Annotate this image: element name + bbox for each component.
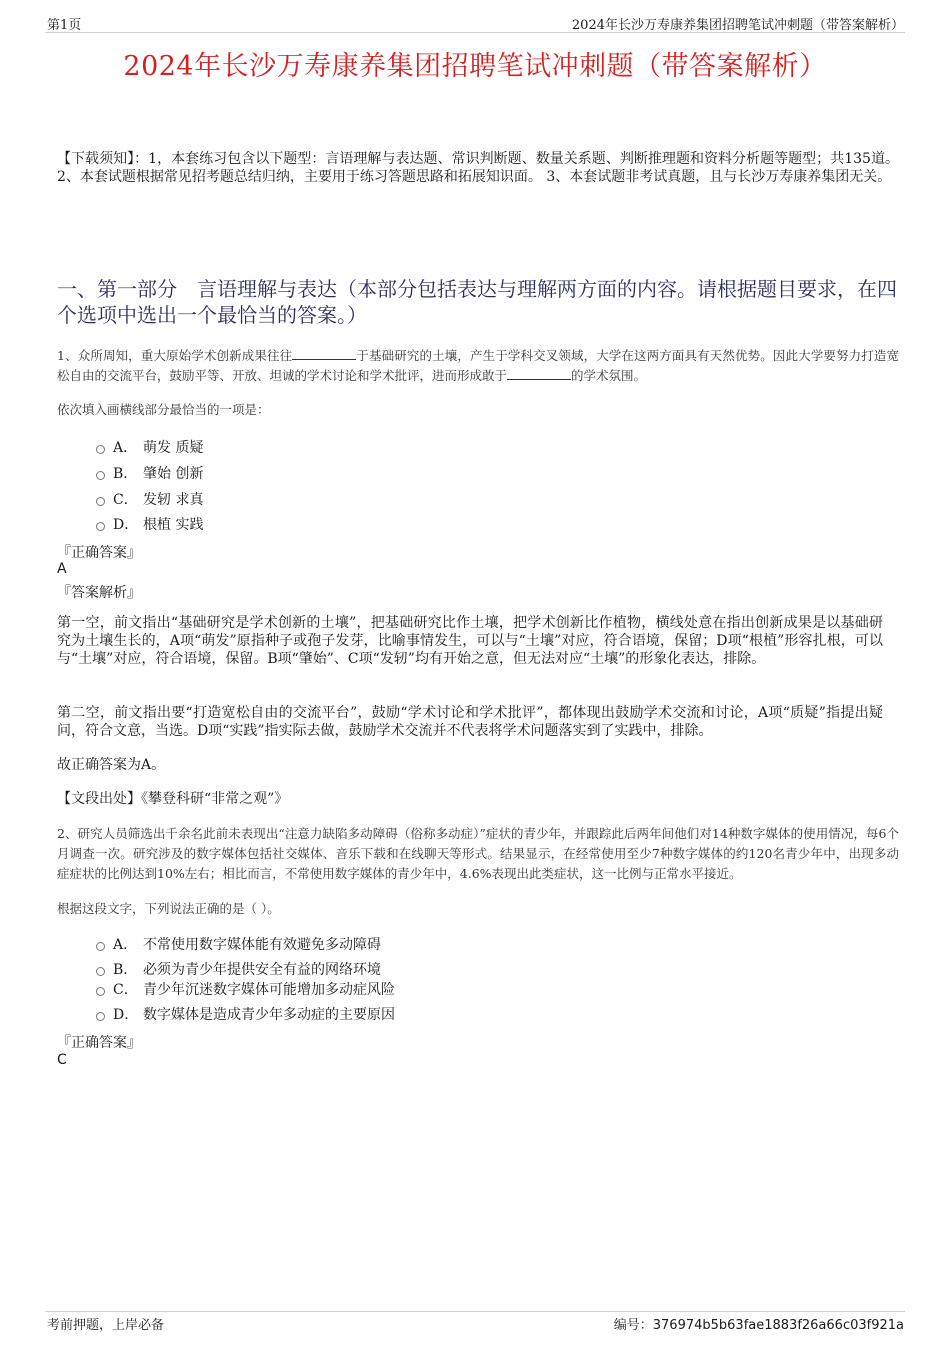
question-2-option-d[interactable] [96, 1004, 395, 1024]
question-1-option-b[interactable] [96, 463, 203, 483]
option-text: 萌发 质疑 [143, 440, 204, 456]
correct-answer: A [57, 561, 67, 577]
analysis-paragraph-1: 第一空，前文指出“基础研究是学术创新的土壤”，把基础研究比作土壤，把学术创新比作植物，横线处意在指出创新成果是以基础研究为土壤生长的，A项“萌发”原指种子或孢子发芽，比喻事情发生，可以与“土壤”对应，符合语境，保留；D项“根植”形容扎根，可以与“土壤”对应，符合语境，保留。B项“肇始”、C项“发轫”均有开始之意，但无法对应“土壤”的形象化表达，排除。 [57, 615, 883, 667]
radio-icon[interactable] [96, 445, 105, 454]
question-1-option-a[interactable] [96, 437, 203, 457]
question-2-option-a[interactable] [96, 934, 381, 954]
fill-blank-2 [507, 367, 571, 380]
footer-divider [45, 1311, 905, 1312]
correct-answer-label: 『正确答案』 [57, 545, 141, 561]
option-letter: B． [113, 962, 138, 978]
download-notice: 【下载须知】：1，本套练习包含以下题型：言语理解与表达题、常识判断题、数量关系题、判断推理题和资料分析题等题型；共135道。 2、本套试题根据常见招考题总结归纳，主要用于练习答题思路和拓展知识面。 3、本套试题非考试真题，且与长沙万寿康养集团无关。 [57, 151, 899, 185]
question-2-stem: 2、研究人员筛选出千余名此前未表现出“注意力缺陷多动障碍（俗称多动症）”症状的青少年，并跟踪此后两年间他们对14种数字媒体的使用情况，每6个月调查一次。研究涉及的数字媒体包括社交媒体、音乐下载和在线聊天等形式。结果显示，在经常使用至少7种数字媒体的约120名青少年中，出现多动症症状的比例达到10%左右；相比而言，不常使用数字媒体的青少年中，4.6%表现出此类症状，这一比例与正常水平接近。 [57, 826, 899, 881]
question-2-option-b[interactable] [96, 959, 381, 979]
document-id: 编号：376974b5b63fae1883f26a66c03f921a [613, 1318, 904, 1333]
option-letter: C． [113, 492, 138, 508]
option-text: 必须为青少年提供安全有益的网络环境 [143, 962, 381, 978]
footer-slogan: 考前押题，上岸必备 [47, 1318, 165, 1333]
fill-blank-1 [292, 347, 356, 360]
option-letter: C． [113, 982, 138, 998]
question-2-option-c[interactable] [96, 979, 395, 999]
analysis-conclusion: 故正确答案为A。 [57, 757, 166, 773]
question-1-stem-part2: 于基础研究的土壤，产生于学科交叉领域，大学在这两方面具有天然优势。因此大学要努力打造宽松自由的交流平台，鼓励平等、开放、坦诚的学术讨论和学术批评，进而形成敢于 [57, 348, 899, 383]
question-1-option-d[interactable] [96, 514, 203, 534]
analysis-label: 『答案解析』 [57, 585, 141, 601]
radio-icon[interactable] [96, 1012, 105, 1021]
question-1-stem [57, 346, 899, 386]
header-divider [45, 32, 905, 33]
question-2-prompt: 根据这段文字，下列说法正确的是（ ）。 [57, 901, 280, 916]
passage-source: 【文段出处】《攀登科研“非常之观”》 [57, 791, 289, 807]
correct-answer: C [57, 1052, 67, 1068]
option-letter: B． [113, 466, 138, 482]
radio-icon[interactable] [96, 942, 105, 951]
option-text: 数字媒体是造成青少年多动症的主要原因 [143, 1007, 395, 1023]
option-letter: D． [113, 517, 139, 533]
question-1-prompt: 依次填入画横线部分最恰当的一项是： [57, 402, 270, 417]
option-text: 根植 实践 [143, 517, 204, 533]
radio-icon[interactable] [96, 522, 105, 531]
question-1-option-c[interactable] [96, 489, 203, 509]
option-text: 青少年沉迷数字媒体可能增加多动症风险 [143, 982, 395, 998]
option-text: 肇始 创新 [143, 466, 204, 482]
option-text: 不常使用数字媒体能有效避免多动障碍 [143, 937, 381, 953]
option-text: 发轫 求真 [143, 492, 204, 508]
option-letter: A． [113, 440, 138, 456]
option-letter: D． [113, 1007, 139, 1023]
question-1-stem-part3: 的学术氛围。 [571, 368, 647, 383]
analysis-paragraph-2: 第二空，前文指出要“打造宽松自由的交流平台”，鼓励“学术讨论和学术批评”，都体现出鼓励学术交流和讨论，A项“质疑”指提出疑问，符合文意，当选。D项“实践”指实际去做，鼓励学术交流并不代表将学术问题落实到了实践中，排除。 [57, 705, 883, 739]
document-title: 2024年长沙万寿康养集团招聘笔试冲刺题（带答案解析） [123, 51, 827, 82]
correct-answer-label: 『正确答案』 [57, 1035, 141, 1051]
section-heading: 一、第一部分 言语理解与表达（本部分包括表达与理解两方面的内容。请根据题目要求，在四个选项中选出一个最恰当的答案。） [57, 277, 897, 327]
radio-icon[interactable] [96, 987, 105, 996]
page-number: 第1页 [47, 18, 82, 33]
option-letter: A． [113, 937, 138, 953]
radio-icon[interactable] [96, 967, 105, 976]
radio-icon[interactable] [96, 471, 105, 480]
radio-icon[interactable] [96, 497, 105, 506]
question-1-stem-part1: 1、众所周知，重大原始学术创新成果往往 [57, 348, 293, 363]
running-title: 2024年长沙万寿康养集团招聘笔试冲刺题（带答案解析） [571, 18, 904, 33]
